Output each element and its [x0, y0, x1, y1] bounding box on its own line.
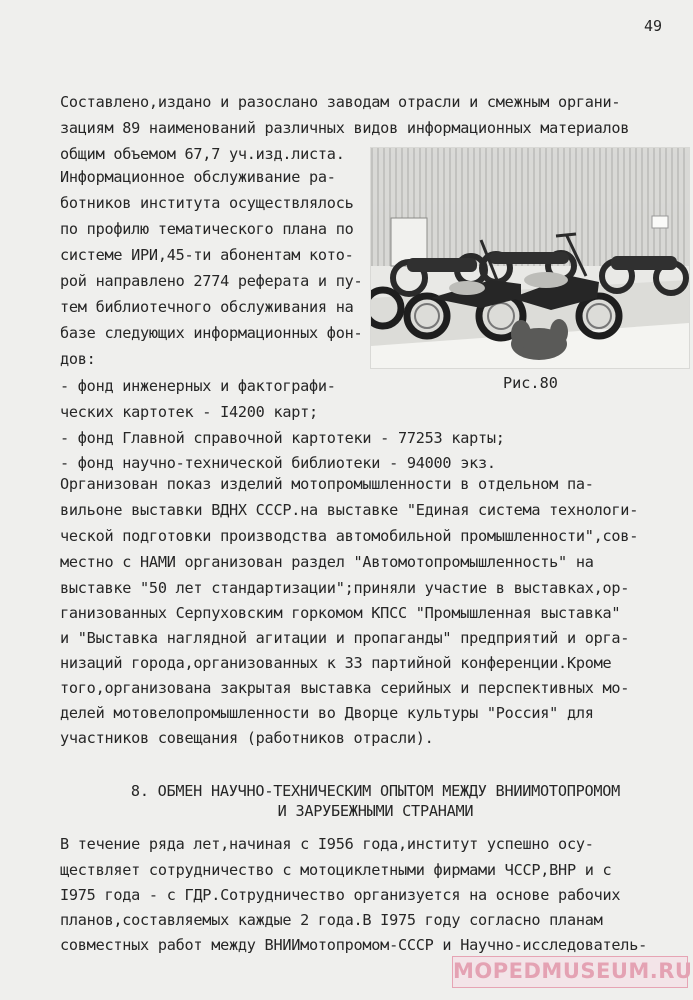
watermark: MOPEDMUSEUM.RU: [452, 956, 688, 988]
paragraph-3-line-10: делей мотовелопромышленности во Дворце культуры "Россия" для: [60, 704, 594, 722]
paragraph-2-line-4: системе ИРИ,45-ти абонентам кото-: [60, 246, 354, 264]
paragraph-3-line-6: ганизованных Серпуховским горкомом КПСС "Промышленная выставка": [60, 604, 621, 622]
paragraph-2-line-7: базе следующих информационных фон-: [60, 324, 363, 342]
paragraph-2-line-6: тем библиотечного обслуживания на: [60, 298, 354, 316]
paragraph-2-line-5: рой направлено 2774 реферата и пу-: [60, 272, 363, 290]
paragraph-2-line-2: ботников института осуществлялось: [60, 194, 354, 212]
paragraph-1-line-3: общим объемом 67,7 уч.изд.листа.: [60, 145, 345, 163]
paragraph-4-line-1: В течение ряда лет,начиная с I956 года,институт успешно осу-: [60, 835, 594, 853]
paragraph-4-line-3: I975 года - с ГДР.Сотрудничество организуется на основе рабочих: [60, 886, 621, 904]
paragraph-4-line-2: ществляет сотрудничество с мотоциклетными фирмами ЧССР,ВНР и с: [60, 861, 612, 879]
paragraph-1-line-2: зациям 89 наименований различных видов информационных материалов: [60, 119, 630, 137]
paragraph-3-line-8: низаций города,организованных к 33 партийной конференции.Кроме: [60, 654, 612, 672]
page-number: 49: [644, 17, 663, 35]
paragraph-4-line-5: совместных работ между ВНИИмотопромом-СССР и Научно-исследователь-: [60, 936, 647, 954]
paragraph-3-line-9: того,организована закрытая выставка серийных и перспективных мо-: [60, 679, 630, 697]
section-heading-line-2: И ЗАРУБЕЖНЫМИ СТРАНАМИ: [277, 802, 474, 820]
paragraph-3-line-1: Организован показ изделий мотопромышленности в отдельном па-: [60, 475, 594, 493]
paragraph-2-line-3: по профилю тематического плана по: [60, 220, 354, 238]
paragraph-2-line-1: Информационное обслуживание ра-: [60, 168, 336, 186]
paragraph-4-line-4: планов,составляемых каждые 2 года.В I975 году согласно планам: [60, 911, 603, 929]
motorcycle-exhibition-photo-icon: [371, 148, 689, 368]
fund-item-1: - фонд инженерных и фактографи-: [60, 377, 336, 395]
section-heading-line-1: 8. ОБМЕН НАУЧНО-ТЕХНИЧЕСКИМ ОПЫТОМ МЕЖДУ ВНИИМОТОПРОМОМ: [130, 782, 621, 800]
fund-item-1-continuation: ческих картотек - I4200 карт;: [60, 403, 318, 421]
paragraph-3-line-3: ческой подготовки производства автомобильной промышленности",сов-: [60, 527, 639, 545]
paragraph-3-line-4: местно с НАМИ организован раздел "Автомотопромышленность" на: [60, 553, 594, 571]
paragraph-2-line-8: дов:: [60, 350, 96, 368]
fund-item-3: - фонд научно-технической библиотеки - 94000 экз.: [60, 454, 496, 472]
paragraph-3-line-7: и "Выставка наглядной агитации и пропаганды" предприятий и орга-: [60, 629, 630, 647]
paragraph-3-line-5: выставке "50 лет стандартизации";приняли участие в выставках,ор-: [60, 579, 630, 597]
paragraph-1-line-1: Составлено,издано и разослано заводам отрасли и смежным органи-: [60, 93, 621, 111]
paragraph-3-line-11: участников совещания (работников отрасли).: [60, 729, 434, 747]
photo-caption: Рис.80: [503, 374, 558, 392]
fund-item-2: - фонд Главной справочной картотеки - 77253 карты;: [60, 429, 505, 447]
paragraph-3-line-2: вильоне выставки ВДНХ СССР.на выставке "Единая система технологи-: [60, 501, 639, 519]
